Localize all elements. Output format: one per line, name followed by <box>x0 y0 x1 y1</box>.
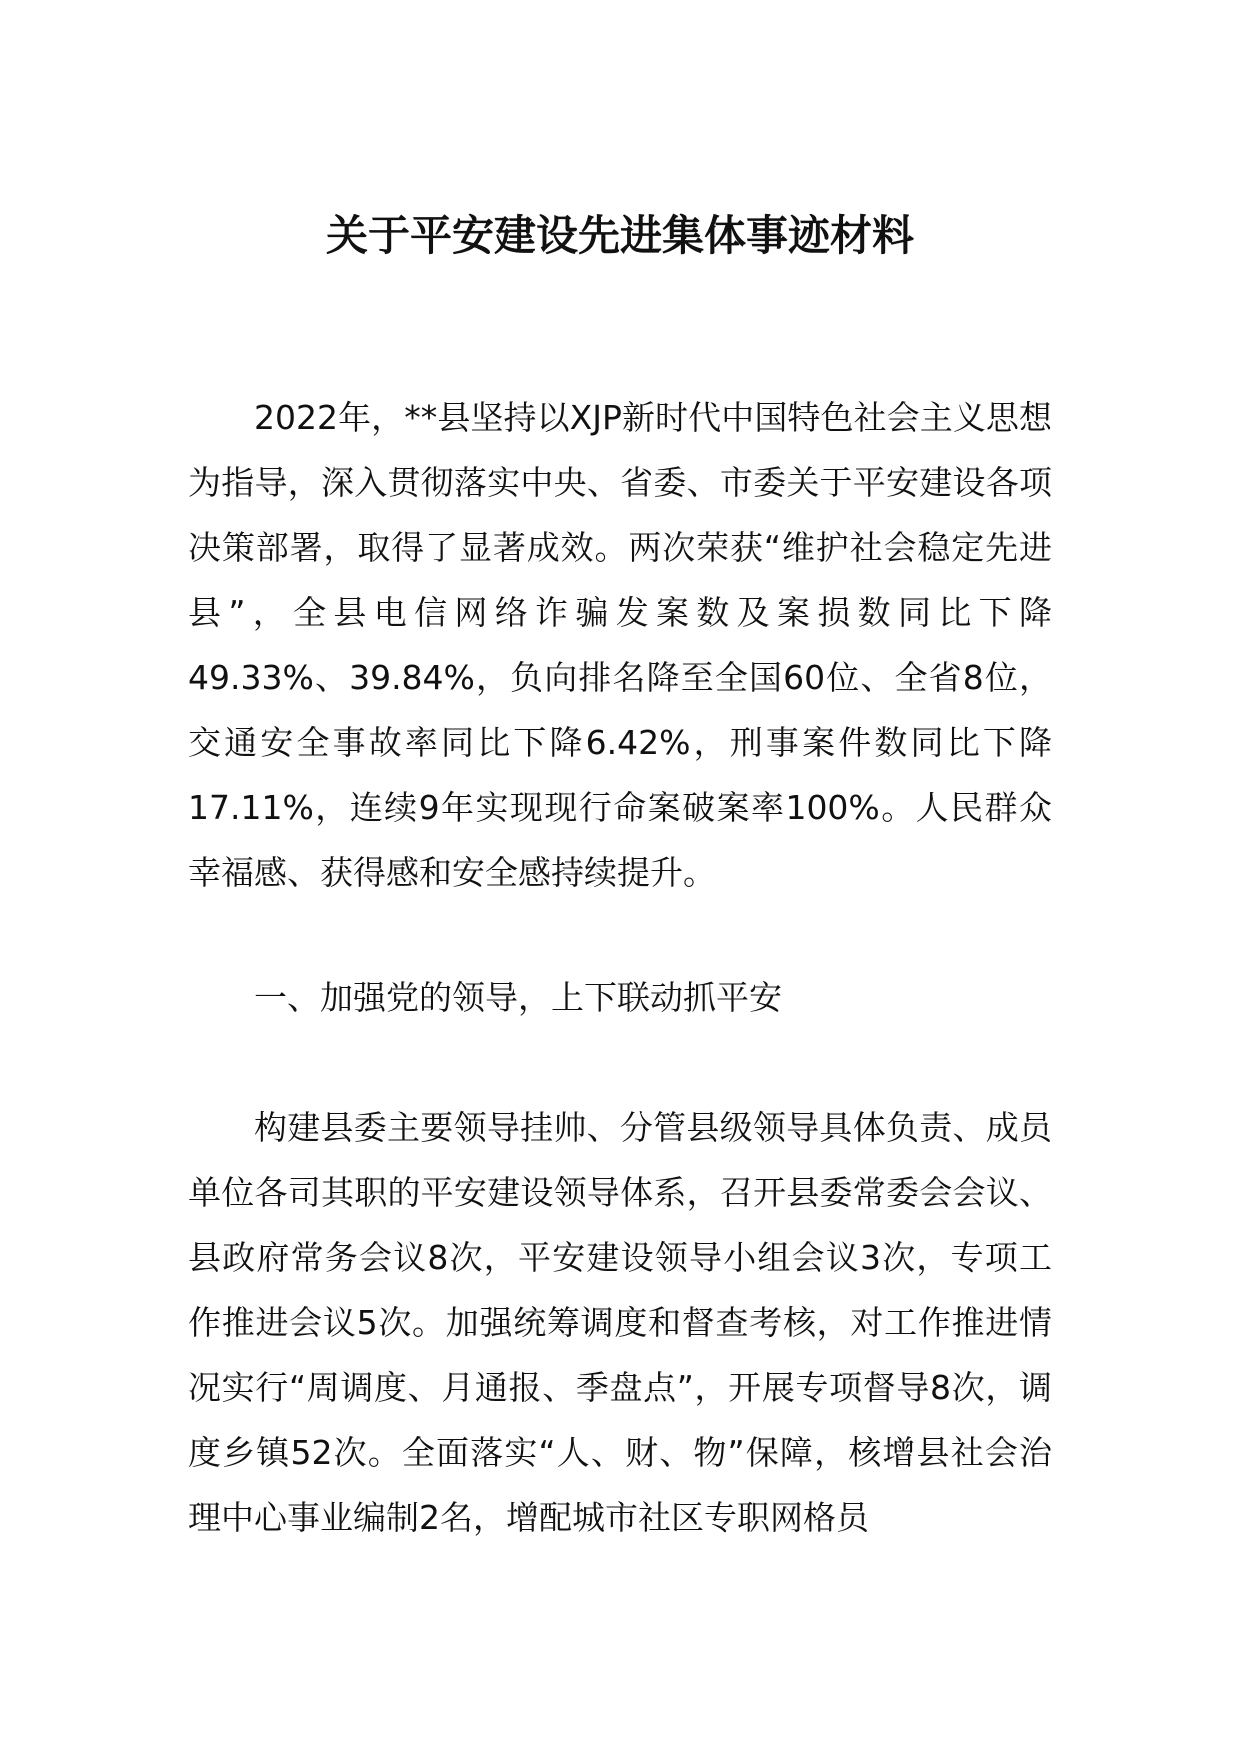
section-paragraph: 构建县委主要领导挂帅、分管县级领导具体负责、成员单位各司其职的平安建设领导体系，召开县委常委会会议、县政府常务会议8次，平安建设领导小组会议3次，专项工作推进会议5次。加强统筹调度和督查考核，对工作推进情况实行“周调度、月通报、季盘点”，开展专项督导8次，调度乡镇52次。全面落实“人、财、物”保障，核增县社会治理中心事业编制2名，增配城市社区专职网格员 <box>188 1108 1052 1537</box>
section-heading: 一、加强党的领导，上下联动抓平安 <box>254 978 782 1017</box>
document-title: 关于平安建设先进集体事迹材料 <box>325 211 914 260</box>
intro-paragraph: 2022年，**县坚持以XJP新时代中国特色社会主义思想为指导，深入贯彻落实中央、省委、市委关于平安建设各项决策部署，取得了显著成效。两次荣获“维护社会稳定先进县”，全县电信网络诈骗发案数及案损数同比下降49.33%、39.84%，负向排名降至全国60位、全省8位，交通安全事故率同比下降6.42%，刑事案件数同比下降17.11%，连续9年实现现行命案破案率100%。人民群众幸福感、获得感和安全感持续提升。 <box>188 398 1052 892</box>
